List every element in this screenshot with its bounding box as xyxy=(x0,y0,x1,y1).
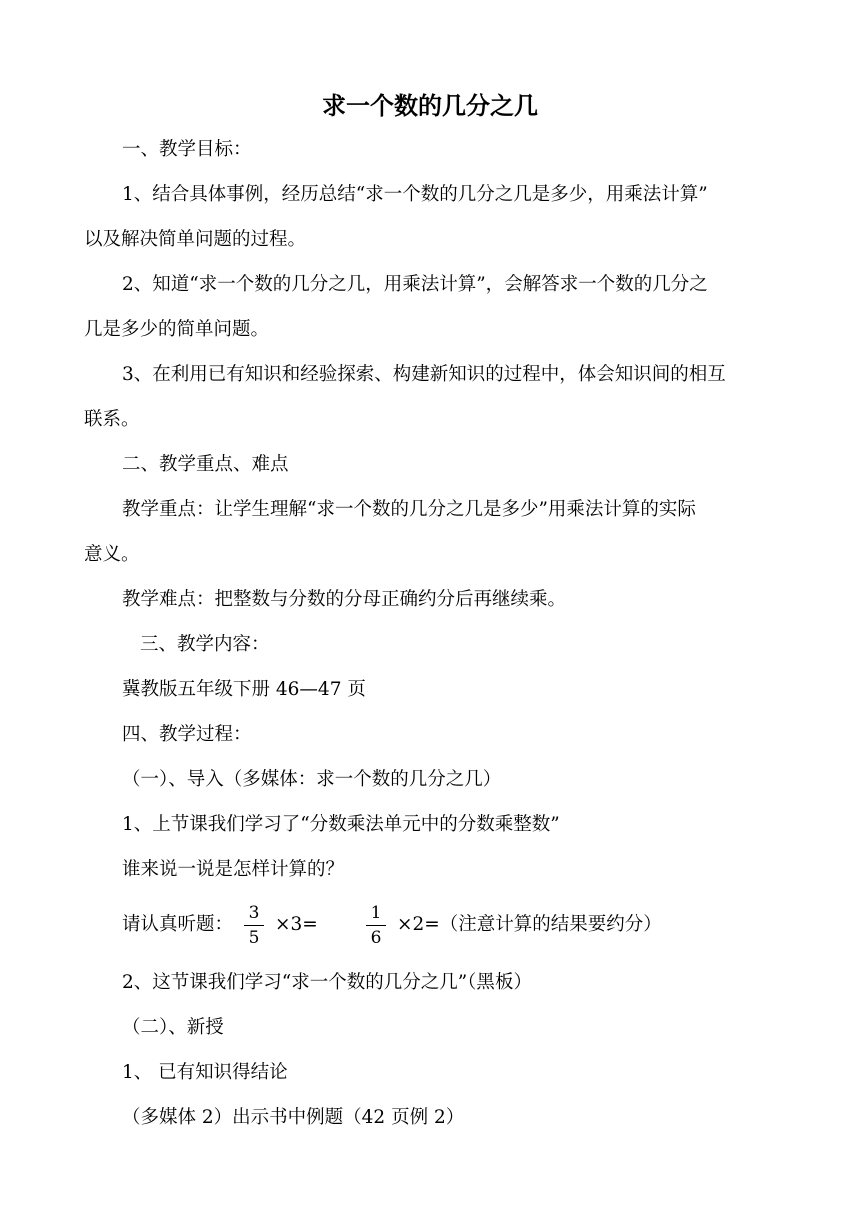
page-title: 求一个数的几分之几 xyxy=(322,92,538,120)
objective-2-line-2: 几是多少的简单问题。 xyxy=(84,319,270,340)
new-teaching-item-1: 1、 已有知识得结论 xyxy=(122,1062,288,1083)
fraction-denominator: 5 xyxy=(248,928,260,948)
process-line-2: 谁来说一说是怎样计算的？ xyxy=(122,859,345,880)
key-point-line-1: 教学重点：让学生理解“求一个数的几分之几是多少”用乘法计算的实际 xyxy=(122,499,696,520)
objective-3-line-2: 联系。 xyxy=(84,409,140,430)
question-1-expression: ×3= xyxy=(275,914,318,935)
difficulty-line: 教学难点：把整数与分数的分母正确约分后再继续乘。 xyxy=(122,589,567,610)
objective-3-line-1: 3、在利用已有知识和经验探索、构建新知识的过程中，体会知识间的相互 xyxy=(122,364,726,385)
key-point-line-2: 意义。 xyxy=(84,544,140,565)
fraction-bar xyxy=(366,925,386,926)
fraction-three-fifths xyxy=(242,903,266,948)
section-heading-content: 三、教学内容： xyxy=(140,634,270,655)
process-line-3: 2、这节课我们学习“求一个数的几分之几”（黑板） xyxy=(122,972,532,993)
section-heading-process: 四、教学过程： xyxy=(122,724,252,745)
objective-1-line-2: 以及解决简单问题的过程。 xyxy=(84,229,307,250)
fraction-numerator: 1 xyxy=(370,903,382,923)
fraction-one-sixth xyxy=(364,903,388,948)
fraction-numerator: 3 xyxy=(248,903,260,923)
fraction-denominator: 6 xyxy=(370,928,382,948)
section-heading-key-points: 二、教学重点、难点 xyxy=(122,454,289,475)
section-heading-objectives: 一、教学目标： xyxy=(122,139,252,160)
process-line-1: 1、上节课我们学习了“分数乘法单元中的分数乘整数” xyxy=(122,814,560,835)
content-line: 冀教版五年级下册 46—47 页 xyxy=(122,679,366,700)
question-label: 请认真听题： xyxy=(122,914,234,935)
objective-1-line-1: 1、结合具体事例，经历总结“求一个数的几分之几是多少，用乘法计算” xyxy=(122,184,708,205)
process-intro-heading: （一）、导入（多媒体：求一个数的几分之几） xyxy=(122,769,502,790)
new-teaching-heading: （二）、新授 xyxy=(122,1017,224,1038)
objective-2-line-1: 2、知道“求一个数的几分之几，用乘法计算”，会解答求一个数的几分之 xyxy=(122,274,708,295)
new-teaching-item-2: （多媒体 2）出示书中例题（42 页例 2） xyxy=(122,1107,465,1128)
question-2-expression: ×2=（注意计算的结果要约分） xyxy=(397,914,662,935)
fraction-bar xyxy=(244,925,264,926)
